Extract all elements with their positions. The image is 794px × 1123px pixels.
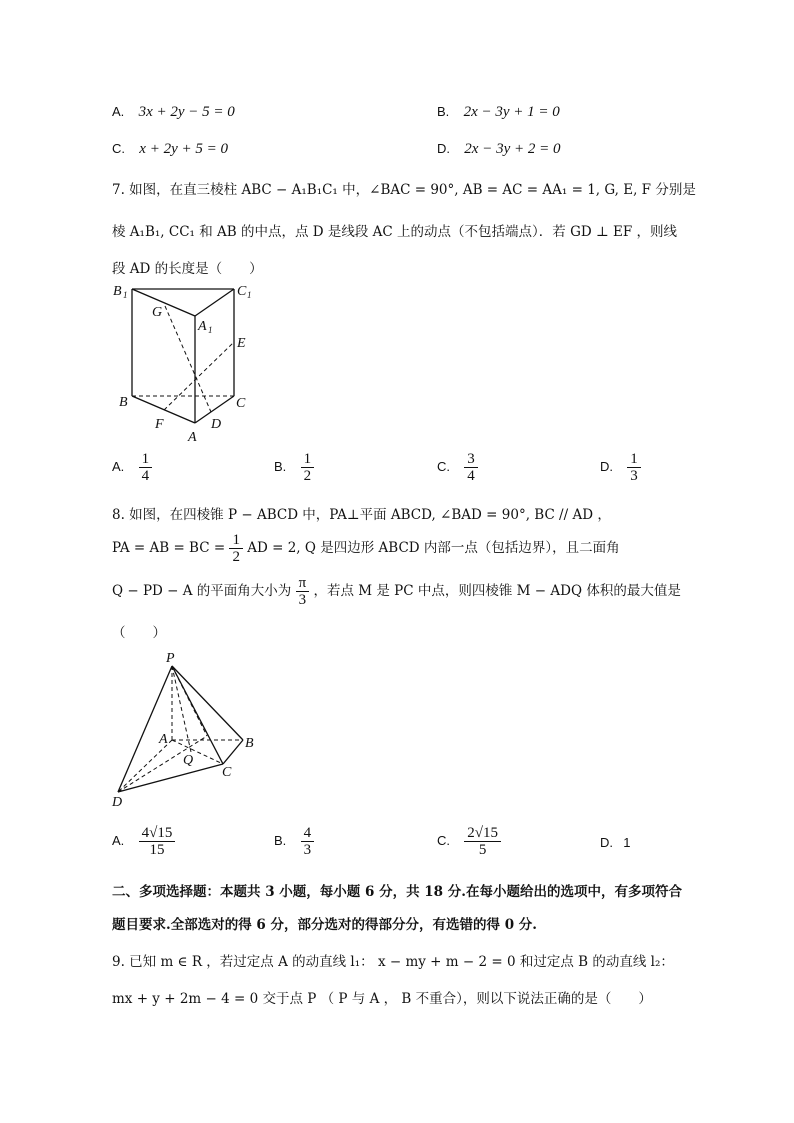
fraction: $\frac{3}{4}$ xyxy=(464,451,478,484)
q6-option-b xyxy=(437,104,560,121)
option-expression: 3x + 2y − 5 = 0 xyxy=(138,104,235,120)
q9-text-line-2: mx + y + 2m − 4 = 0 交于点 P （ P 与 A ， B 不重合），则以下说法正确的是（ ） xyxy=(112,991,652,1007)
q8-option-c: C. $\frac{2√15}{5}$ xyxy=(437,825,501,858)
pyramid-label-d: D xyxy=(112,795,123,810)
svg-text:1: 1 xyxy=(208,325,213,335)
q6-option-d xyxy=(437,141,560,158)
q7-text-line-3: 段 AD 的长度是（ ） xyxy=(112,261,263,277)
prism-label-a1 xyxy=(197,319,213,335)
pyramid-label-b: B xyxy=(245,736,254,751)
q7-option-c: C. $\frac{3}{4}$ xyxy=(437,451,478,484)
prism-label-e: E xyxy=(237,336,246,351)
option-letter: C. xyxy=(112,141,125,156)
prism-label-f: F xyxy=(155,417,164,432)
fraction: $\frac{2√15}{5}$ xyxy=(464,825,501,858)
q7-option-b: B. $\frac{1}{2}$ xyxy=(274,451,314,484)
fraction: $\frac{4√15}{15}$ xyxy=(139,825,176,858)
q8-text-line-1: 8. 如图，在四棱锥 P − ABCD 中，PA⊥平面 ABCD, ∠BAD = 90°, BC // AD ， xyxy=(112,507,611,523)
q6-option-a xyxy=(112,104,235,121)
pyramid-label-c: C xyxy=(222,765,232,780)
fraction: $\frac{1}{2}$ xyxy=(301,451,315,484)
prism-label-b: B xyxy=(119,395,128,410)
q7-text-line-2: 棱 A₁B₁, CC₁ 和 AB 的中点，点 D 是线段 AC 上的动点（不包括端点）．若 GD ⊥ EF ，则线 xyxy=(112,224,677,240)
pyramid-label-p: P xyxy=(166,651,175,666)
prism-label-a: A xyxy=(188,430,197,445)
pyramid-label-a: A xyxy=(159,732,168,747)
fraction: $\frac{1}{4}$ xyxy=(139,451,153,484)
q8-text-line-2: PA = AB = BC = $\frac{1}{2}$ AD = 2, Q 是四边形 ABCD 内部一点（包括边界），且二面角 xyxy=(112,532,620,565)
fraction: $\frac{1}{3}$ xyxy=(627,451,641,484)
fraction: $\frac{1}{2}$ xyxy=(229,532,243,565)
prism-label-b1 xyxy=(113,284,128,300)
q7-option-d: D. $\frac{1}{3}$ xyxy=(600,451,641,484)
option-letter: B. xyxy=(437,104,450,119)
option-expression: x + 2y + 5 = 0 xyxy=(139,141,228,157)
pyramid-label-q: Q xyxy=(183,753,194,768)
q8-text-line-4: （ ） xyxy=(112,625,166,641)
q8-text-line-3: Q − PD − A 的平面角大小为 $\frac{\pi}{3}$ ，若点 M 是 PC 中点，则四棱锥 M − ADQ 体积的最大值是 xyxy=(112,575,681,608)
section-2-heading-line-1: 二、多项选择题：本题共 3 小题，每小题 6 分，共 18 分.在每小题给出的选项中，有多项符合 xyxy=(112,884,682,900)
option-expression: 2x − 3y + 1 = 0 xyxy=(463,104,560,120)
svg-text:B: B xyxy=(113,284,122,299)
prism-label-g: G xyxy=(152,305,163,320)
q8-option-a: A. $\frac{4√15}{15}$ xyxy=(112,825,175,858)
section-2-heading-line-2: 题目要求.全部选对的得 6 分，部分选对的得部分分，有选错的得 0 分. xyxy=(112,917,537,933)
q8-pyramid-figure xyxy=(110,648,270,810)
option-letter: D. xyxy=(437,141,450,156)
svg-text:1: 1 xyxy=(247,290,252,300)
prism-label-c: C xyxy=(236,396,246,411)
prism-label-c1 xyxy=(237,284,252,300)
svg-text:C: C xyxy=(237,284,247,299)
option-expression: 2x − 3y + 2 = 0 xyxy=(464,141,561,157)
q6-option-c xyxy=(112,141,228,158)
q7-prism-figure xyxy=(110,278,270,446)
fraction: $\frac{\pi}{3}$ xyxy=(296,575,310,608)
svg-text:1: 1 xyxy=(123,290,128,300)
fraction: $\frac{4}{3}$ xyxy=(301,825,315,858)
prism-label-d: D xyxy=(211,417,222,432)
option-letter: A. xyxy=(112,104,125,119)
svg-text:A: A xyxy=(198,319,207,334)
q7-text-line-1: 7. 如图，在直三棱柱 ABC − A₁B₁C₁ 中，∠BAC = 90°, AB = AC = AA₁ = 1, G, E, F 分别是 xyxy=(112,182,696,198)
q7-option-a: A. $\frac{1}{4}$ xyxy=(112,451,152,484)
q8-option-b: B. $\frac{4}{3}$ xyxy=(274,825,314,858)
q9-text-line-1: 9. 已知 m ∈ R ，若过定点 A 的动直线 l₁： x − my + m − 2 = 0 和过定点 B 的动直线 l₂： xyxy=(112,954,674,970)
q8-option-d: D. 1 xyxy=(600,835,631,850)
